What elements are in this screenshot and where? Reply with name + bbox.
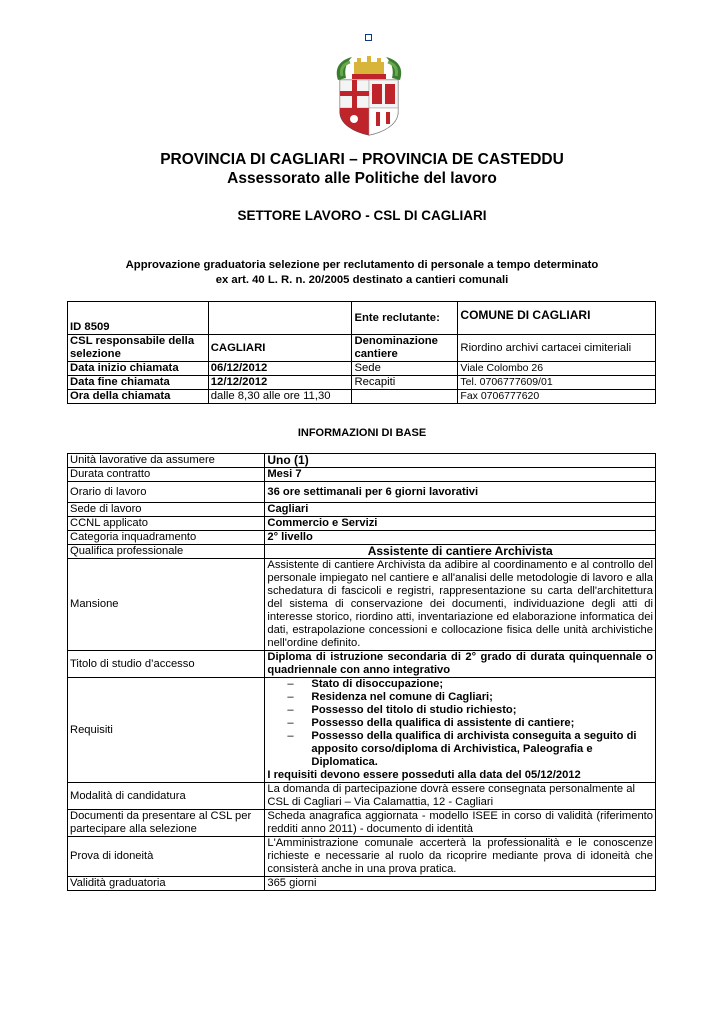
table-row xyxy=(68,482,656,503)
titolo-value: Diploma di istruzione secondaria di 2° grado di durata quinquennale o quadriennale con anno integrativo xyxy=(265,651,656,678)
table-row xyxy=(68,454,656,468)
table-row xyxy=(68,468,656,482)
sede-label: Sede xyxy=(352,362,458,376)
call-details-table xyxy=(67,301,656,404)
prova-label: Prova di idoneità xyxy=(68,837,265,877)
qualifica-label: Qualifica professionale xyxy=(68,545,265,559)
list-item: – Residenza nel comune di Cagliari; xyxy=(267,691,653,704)
sede-lavoro-value: Cagliari xyxy=(265,503,656,517)
empty-cell xyxy=(208,302,352,335)
table-row xyxy=(68,545,656,559)
orario-label: Orario di lavoro xyxy=(68,482,265,503)
fax-value: Fax 0706777620 xyxy=(458,390,656,404)
info-section-title: INFORMAZIONI DI BASE xyxy=(297,427,427,439)
requisiti-value xyxy=(265,678,656,783)
recapiti-label: Recapiti xyxy=(352,376,458,390)
unita-label: Unità lavorative da assumere xyxy=(68,454,265,468)
subject-heading xyxy=(0,258,724,287)
list-item: – Stato di disoccupazione; xyxy=(267,678,653,691)
mansione-value: Assistente di cantiere Archivista da adibire al coordinamento e al controllo del personale impiegato nel cantiere e all'analisi delle metodologie di lavoro e alla schedatura di fascicoli e registri, rappresentazione su carta dell'architettura del sistema di conservazione dei documenti, individuazione degli atti di interesse storico, riordino atti, inventariazione ed elaborazione informatica dei dati, estrapolazione concessioni e collocazione fisica delle unità archivistiche nell'ordine definito. xyxy=(265,559,656,651)
page-title xyxy=(0,150,724,188)
table-row xyxy=(68,302,656,335)
requisiti-label: Requisiti xyxy=(68,678,265,783)
durata-value: Mesi 7 xyxy=(265,468,656,482)
csl-value: CAGLIARI xyxy=(208,335,352,362)
empty-cell xyxy=(352,390,458,404)
table-row xyxy=(68,362,656,376)
table-row xyxy=(68,651,656,678)
titolo-label: Titolo di studio d’accesso xyxy=(68,651,265,678)
requisiti-list xyxy=(267,678,653,769)
documenti-label: Documenti da presentare al CSL per partecipare alla selezione xyxy=(68,810,265,837)
unita-value: Uno (1) xyxy=(265,454,656,468)
sector-heading: SETTORE LAVORO - CSL DI CAGLIARI xyxy=(237,208,487,223)
sede-lavoro-label: Sede di lavoro xyxy=(68,503,265,517)
list-item: – Possesso della qualifica di assistente di cantiere; xyxy=(267,717,653,730)
orario-value: 36 ore settimanali per 6 giorni lavorativi xyxy=(265,482,656,503)
denominazione-label: Denominazione cantiere xyxy=(352,335,458,362)
ccnl-value: Commercio e Servizi xyxy=(265,517,656,531)
subject-line-2: ex art. 40 L. R. n. 20/2005 destinato a cantieri comunali xyxy=(215,273,509,286)
durata-label: Durata contratto xyxy=(68,468,265,482)
title-line-1: PROVINCIA DI CAGLIARI – PROVINCIA DE CASTEDDU xyxy=(160,151,564,168)
base-info-table xyxy=(67,453,656,891)
modalita-label: Modalità di candidatura xyxy=(68,783,265,810)
table-row xyxy=(68,335,656,362)
table-row xyxy=(68,877,656,891)
ente-label: Ente reclutante: xyxy=(352,302,458,335)
sede-value: Viale Colombo 26 xyxy=(458,362,656,376)
table-row xyxy=(68,559,656,651)
fine-label: Data fine chiamata xyxy=(68,376,209,390)
validita-value: 365 giorni xyxy=(265,877,656,891)
denominazione-value: Riordino archivi cartacei cimiteriali xyxy=(458,335,656,362)
table-row xyxy=(68,837,656,877)
call-id: ID 8509 xyxy=(68,302,209,335)
table-row xyxy=(68,390,656,404)
inizio-label: Data inizio chiamata xyxy=(68,362,209,376)
table-row xyxy=(68,376,656,390)
modalita-value: La domanda di partecipazione dovrà essere consegnata personalmente al CSL di Cagliari – Via Calamattia, 12 - Cagliari xyxy=(265,783,656,810)
inizio-value: 06/12/2012 xyxy=(208,362,352,376)
list-item: – Possesso del titolo di studio richiesto; xyxy=(267,704,653,717)
mansione-label: Mansione xyxy=(68,559,265,651)
title-line-2: Assessorato alle Politiche del lavoro xyxy=(227,170,497,187)
subject-line-1: Approvazione graduatoria selezione per reclutamento di personale a tempo determinato xyxy=(125,259,599,271)
documenti-value: Scheda anagrafica aggiornata - modello ISEE in corso di validità (riferimento redditi anno 2011) - documento di identità xyxy=(265,810,656,837)
table-row xyxy=(68,678,656,783)
fine-value: 12/12/2012 xyxy=(208,376,352,390)
table-row xyxy=(68,503,656,517)
categoria-label: Categoria inquadramento xyxy=(68,531,265,545)
validita-label: Validità graduatoria xyxy=(68,877,265,891)
table-row xyxy=(68,783,656,810)
ora-label: Ora della chiamata xyxy=(68,390,209,404)
tel-value: Tel. 0706777609/01 xyxy=(458,376,656,390)
list-item: – Possesso della qualifica di archivista conseguita a seguito di apposito corso/diploma di Archivistica, Paleografia e Diplomatica. xyxy=(267,730,653,769)
ente-value: COMUNE DI CAGLIARI xyxy=(458,302,656,335)
page-marker-icon xyxy=(365,34,372,41)
table-row xyxy=(68,531,656,545)
table-row xyxy=(68,810,656,837)
table-row xyxy=(68,517,656,531)
categoria-value: 2° livello xyxy=(265,531,656,545)
requisiti-note: I requisiti devono essere posseduti alla data del 05/12/2012 xyxy=(267,769,581,781)
province-crest-logo xyxy=(332,54,406,136)
prova-value: L'Amministrazione comunale accerterà la professionalità e le conoscenze richieste e necessarie al ruolo da ricoprire mediante prova di idoneità che consisterà anche in una prova pratica. xyxy=(265,837,656,877)
csl-label: CSL responsabile della selezione xyxy=(68,335,209,362)
qualifica-value: Assistente di cantiere Archivista xyxy=(265,545,656,559)
ccnl-label: CCNL applicato xyxy=(68,517,265,531)
ora-value: dalle 8,30 alle ore 11,30 xyxy=(208,390,352,404)
